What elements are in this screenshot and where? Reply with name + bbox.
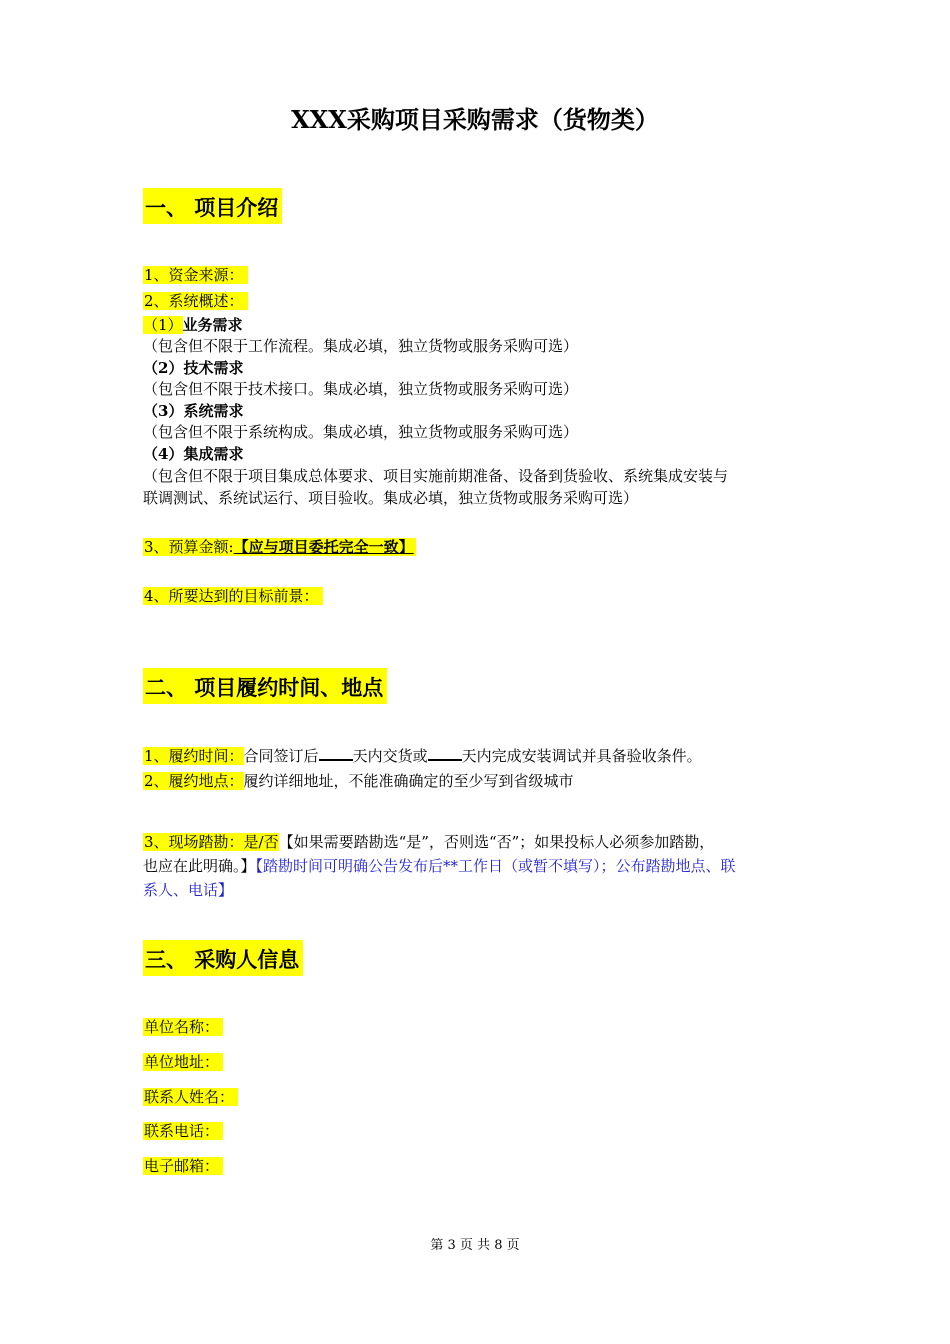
- site-survey-line-1: 3、现场踏勘：是/否【如果需要踏勘选“是”，否则选“否”；如果投标人必须参加踏勘，: [144, 833, 715, 851]
- item-technical-requirements: （2）技术需求: [143, 359, 244, 377]
- item-system-desc: （包含但不限于系统构成。集成必填，独立货物或服务采购可选）: [143, 423, 579, 441]
- field-email: 电子邮箱：: [143, 1155, 223, 1177]
- page-number-footer: 第 3 页 共 8 页: [430, 1238, 520, 1253]
- field-unit-name: 单位名称：: [143, 1016, 223, 1038]
- budget-line: 3、预算金额:【应与项目委托完全一致】: [144, 538, 414, 556]
- days-blank-2: [428, 747, 462, 761]
- site-survey-line-3: 系人、电话】: [143, 881, 234, 899]
- site-survey-line-2: 也应在此明确。】【踏勘时间可明确公告发布后**工作日（或暂不填写）；公布踏勘地点、联: [143, 857, 736, 875]
- funding-source-label: 1、资金来源：: [143, 264, 248, 286]
- section-heading-project-intro: 一、 项目介绍: [143, 188, 282, 224]
- fulfillment-time-line: 1、履约时间：合同签订后 天内交货或 天内完成安装调试并具备验收条件。: [144, 747, 702, 765]
- goal-label: 4、所要达到的目标前景：: [143, 585, 323, 607]
- field-contact-phone: 联系电话：: [143, 1120, 223, 1142]
- fulfillment-place-line: 2、履约地点：履约详细地址，不能准确确定的至少写到省级城市: [144, 772, 574, 790]
- system-overview-label: 2、系统概述：: [143, 290, 248, 312]
- page-title: XXX采购项目采购需求（货物类）: [291, 105, 659, 134]
- item-integration-desc-2: 联调测试、系统试运行、项目验收。集成必填，独立货物或服务采购可选）: [143, 489, 639, 507]
- section-heading-time-place: 二、 项目履约时间、地点: [143, 668, 387, 704]
- item-business-desc: （包含但不限于工作流程。集成必填，独立货物或服务采购可选）: [143, 337, 579, 355]
- section-heading-purchaser-info: 三、 采购人信息: [143, 940, 303, 976]
- budget-note: 【应与项目委托完全一致】: [233, 538, 414, 556]
- field-unit-address: 单位地址：: [143, 1051, 223, 1073]
- days-blank-1: [319, 747, 353, 761]
- item-business-requirements: （1）业务需求: [143, 316, 243, 334]
- item-integration-requirements: （4）集成需求: [143, 445, 244, 463]
- item-system-requirements: （3）系统需求: [143, 402, 244, 420]
- item-technical-desc: （包含但不限于技术接口。集成必填，独立货物或服务采购可选）: [143, 380, 579, 398]
- item-integration-desc-1: （包含但不限于项目集成总体要求、项目实施前期准备、设备到货验收、系统集成安装与: [143, 467, 729, 485]
- field-contact-name: 联系人姓名：: [143, 1086, 238, 1108]
